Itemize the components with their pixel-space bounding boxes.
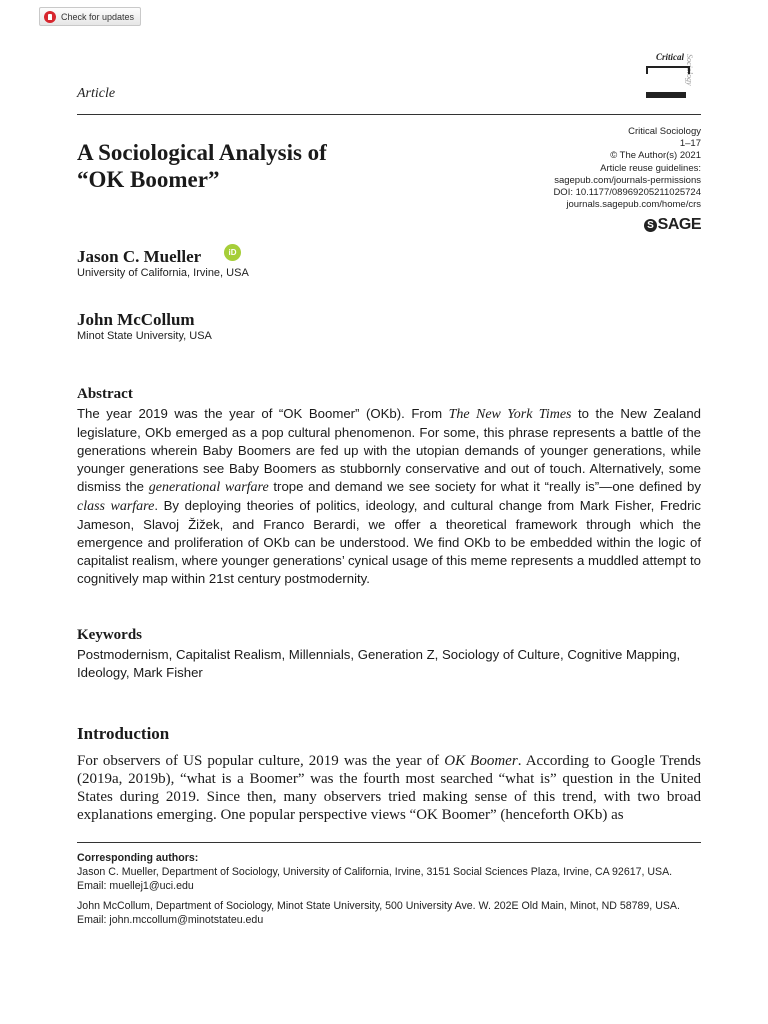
abstract-emphasis-3: class warfare — [77, 499, 155, 514]
keywords-heading: Keywords — [77, 627, 142, 643]
abstract-part-1: The year 2019 was the year of “OK Boomer” (OKb). From — [77, 406, 449, 421]
introduction-heading: Introduction — [77, 724, 170, 743]
author-1-email[interactable]: Email: muellej1@uci.edu — [77, 880, 194, 892]
header-divider — [77, 114, 701, 115]
abstract-emphasis-1: The New York Times — [448, 407, 572, 422]
journal-logo — [640, 50, 702, 102]
introduction-text — [77, 752, 701, 824]
title-line-1: A Sociological Analysis of — [77, 140, 327, 165]
paper-title — [77, 139, 457, 193]
author-2-email[interactable]: Email: john.mccollum@minotstateu.edu — [77, 914, 264, 926]
author-1-affiliation: University of California, Irvine, USA — [77, 267, 249, 279]
publisher-name: SAGE — [657, 216, 701, 233]
logo-bracket-icon — [646, 66, 690, 74]
copyright: © The Author(s) 2021 — [610, 150, 701, 162]
abstract-part-2: to the New Zealand legislature, OKb emerged as a pop cultural phenomenon. For some, this phrase represents a battle of the generations wherein Baby Boomers are fed up with the utopian demands of younger generations, while younger generations see Baby Boomers as stubbornly conservative and out of touch. Alternatively, some dismiss the — [77, 406, 701, 494]
abstract-emphasis-2: generational warfare — [148, 480, 269, 495]
corresponding-authors-heading: Corresponding authors: — [77, 852, 199, 864]
journal-home-link[interactable]: journals.sagepub.com/home/crs — [566, 199, 701, 211]
corresponding-authors — [77, 851, 701, 927]
journal-logo-side: Sociology — [685, 54, 694, 86]
bookmark-icon — [44, 11, 56, 23]
reuse-guidelines-label: Article reuse guidelines: — [600, 162, 701, 174]
author-2-address: John McCollum, Department of Sociology, Minot State University, 500 University Ave. W. 202E Old Main, Minot, ND 58789, USA. — [77, 900, 680, 912]
journal-name: Critical Sociology — [628, 126, 701, 137]
logo-bar-icon — [646, 92, 686, 98]
permissions-link[interactable]: sagepub.com/journals-permissions — [554, 174, 701, 186]
abstract-part-4: . By deploying theories of politics, ideology, and cultural change from Mark Fisher, Fredric Jameson, Slavoj Žižek, and Franco Berardi, we offer a theoretical framework through which the emergence and proliferation of OKb can be understood. We find OKb to be embedded within the logic of capitalist realism, where younger generations’ cynical usage of this meme represents a muddled attempt to cognitively map within 21st century postmodernity. — [77, 498, 701, 586]
doi-link[interactable]: DOI: 10.1177/08969205211025724 — [553, 187, 701, 199]
title-line-2: “OK Boomer” — [77, 167, 220, 192]
keywords-text: Postmodernism, Capitalist Realism, Millennials, Generation Z, Sociology of Culture, Cognitive Mapping, Ideology, Mark Fisher — [77, 647, 681, 680]
check-for-updates-button[interactable] — [39, 7, 141, 26]
publisher-logo — [644, 216, 701, 234]
check-for-updates-label: Check for updates — [61, 11, 135, 22]
page-range: 1–17 — [679, 138, 701, 150]
orcid-icon[interactable]: iD — [224, 244, 241, 261]
abstract-part-3: trope and demand we see society for what it “really is”—one defined by — [268, 479, 701, 494]
abstract-heading: Abstract — [77, 386, 133, 402]
author-1-name: Jason C. Mueller — [77, 247, 202, 266]
intro-emphasis-1: OK Boomer — [444, 753, 518, 769]
abstract-text — [77, 405, 701, 588]
journal-metadata — [553, 126, 701, 211]
footnote-divider — [77, 842, 701, 843]
author-2-affiliation: Minot State University, USA — [77, 330, 212, 342]
journal-logo-word: Critical — [656, 52, 685, 62]
article-type-label: Article — [77, 86, 116, 101]
author-1-address: Jason C. Mueller, Department of Sociology, University of California, Irvine, 3151 Social Sciences Plaza, Irvine, CA 92617, USA. — [77, 866, 673, 878]
intro-part-1: For observers of US popular culture, 2019 was the year of — [77, 753, 445, 769]
author-2-name: John McCollum — [77, 310, 195, 329]
sage-mark-icon: S — [644, 219, 657, 232]
intro-part-2: . According to Google Trends (2019a, 2019b), “what is a Boomer” was the fourth most searched “what is” question in the United States during 2019. Since then, many observers tried making sense of this trend, with two broad explanations emerging. One popular perspective views “OK Boomer” (henceforth OKb) as — [77, 753, 701, 823]
